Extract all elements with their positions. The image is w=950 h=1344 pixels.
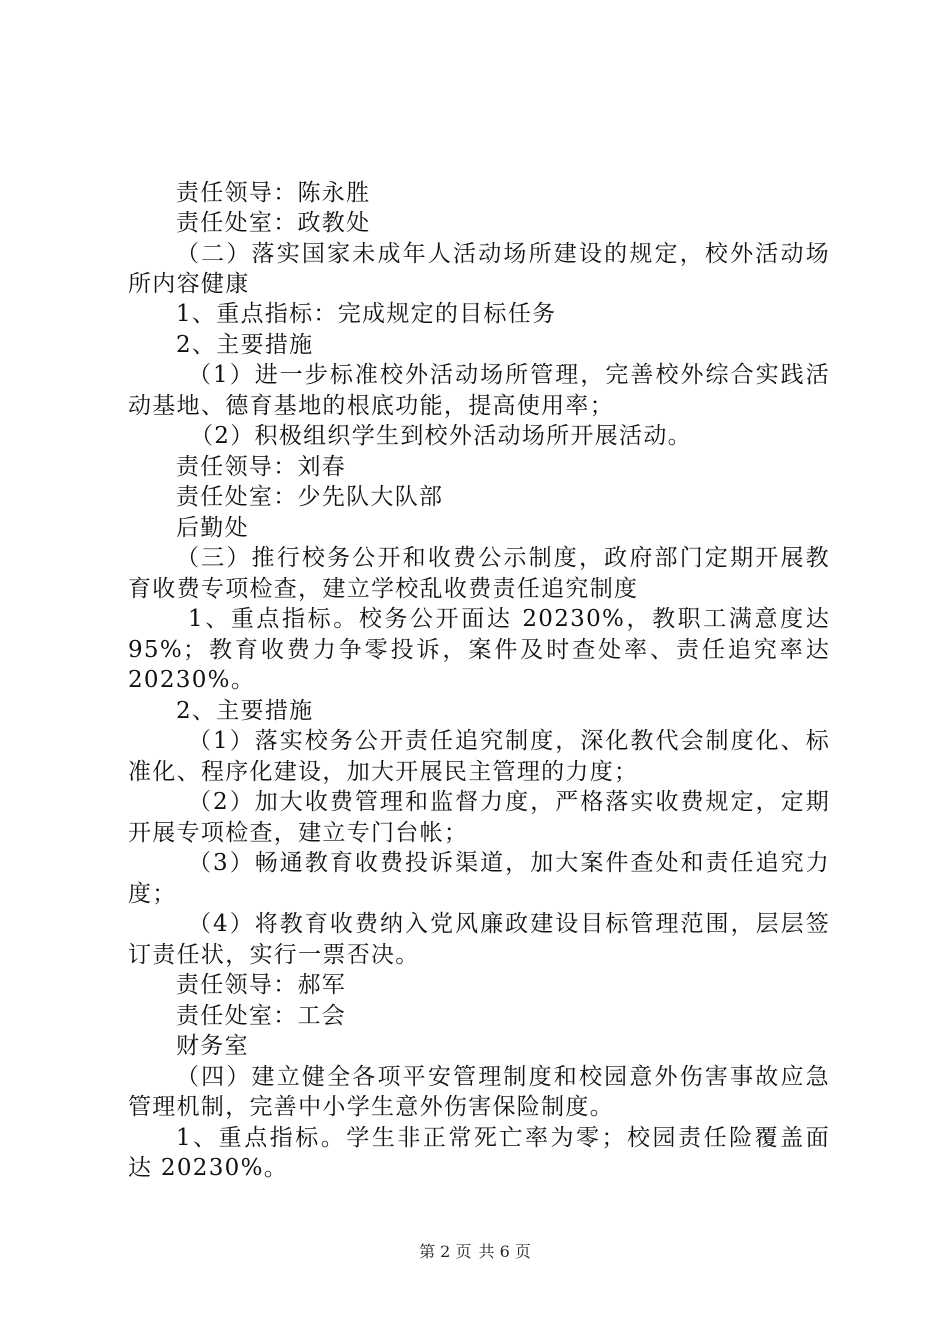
text-line: （3）畅通教育收费投诉渠道，加大案件查处和责任追究力 <box>188 850 830 876</box>
text-line: 1、重点指标。校务公开面达 20230%，教职工满意度达 <box>188 606 830 632</box>
text-line: 2、主要措施 <box>176 698 314 724</box>
text-line: 20230%。 <box>128 667 256 693</box>
text-line: （三）推行校务公开和收费公示制度，政府部门定期开展教 <box>176 545 830 571</box>
text-line: 1、重点指标：完成规定的目标任务 <box>176 301 557 327</box>
text-line: （1）进一步标准校外活动场所管理，完善校外综合实践活 <box>188 362 830 388</box>
text-line: 开展专项检查，建立专门台帐； <box>128 820 469 846</box>
text-line: （2）积极组织学生到校外活动场所开展活动。 <box>190 423 692 449</box>
text-line: （四）建立健全各项平安管理制度和校园意外伤害事故应急 <box>176 1064 830 1090</box>
text-line: 责任领导：郝军 <box>176 972 347 998</box>
text-line: 动基地、德育基地的根底功能，提高使用率； <box>128 393 614 419</box>
text-line: （4）将教育收费纳入党风廉政建设目标管理范围，层层签 <box>188 911 830 937</box>
text-line: 财务室 <box>176 1033 249 1059</box>
text-line: 所内容健康 <box>128 271 250 297</box>
text-line: 订责任状，实行一票否决。 <box>128 942 420 968</box>
text-line: 2、主要措施 <box>176 332 314 358</box>
text-line: 达 20230%。 <box>128 1155 289 1181</box>
text-line: （1）落实校务公开责任追究制度，深化教代会制度化、标 <box>188 728 830 754</box>
text-line: 责任领导：刘春 <box>176 454 347 480</box>
text-line: （二）落实国家未成年人活动场所建设的规定，校外活动场 <box>176 241 830 267</box>
text-line: 1、重点指标。学生非正常死亡率为零；校园责任险覆盖面 <box>176 1125 830 1151</box>
text-line: （2）加大收费管理和监督力度，严格落实收费规定，定期 <box>188 789 830 815</box>
text-line: 后勤处 <box>176 515 249 541</box>
page-footer <box>0 1241 950 1263</box>
page-number: 第 2 页 <box>419 1242 472 1261</box>
text-line: 95%；教育收费力争零投诉，案件及时查处率、责任追究率达 <box>128 637 830 663</box>
text-line: 责任处室：政教处 <box>176 210 371 236</box>
text-line: 责任处室：少先队大队部 <box>176 484 444 510</box>
text-line: 准化、程序化建设，加大开展民主管理的力度； <box>128 759 639 785</box>
text-line: 管理机制，完善中小学生意外伤害保险制度。 <box>128 1094 614 1120</box>
text-line: 责任处室：工会 <box>176 1003 347 1029</box>
text-line: 度； <box>128 881 177 907</box>
text-line: 责任领导：陈永胜 <box>176 180 371 206</box>
text-line: 育收费专项检查，建立学校乱收费责任追究制度 <box>128 576 639 602</box>
page-total: 共 6 页 <box>478 1242 531 1261</box>
